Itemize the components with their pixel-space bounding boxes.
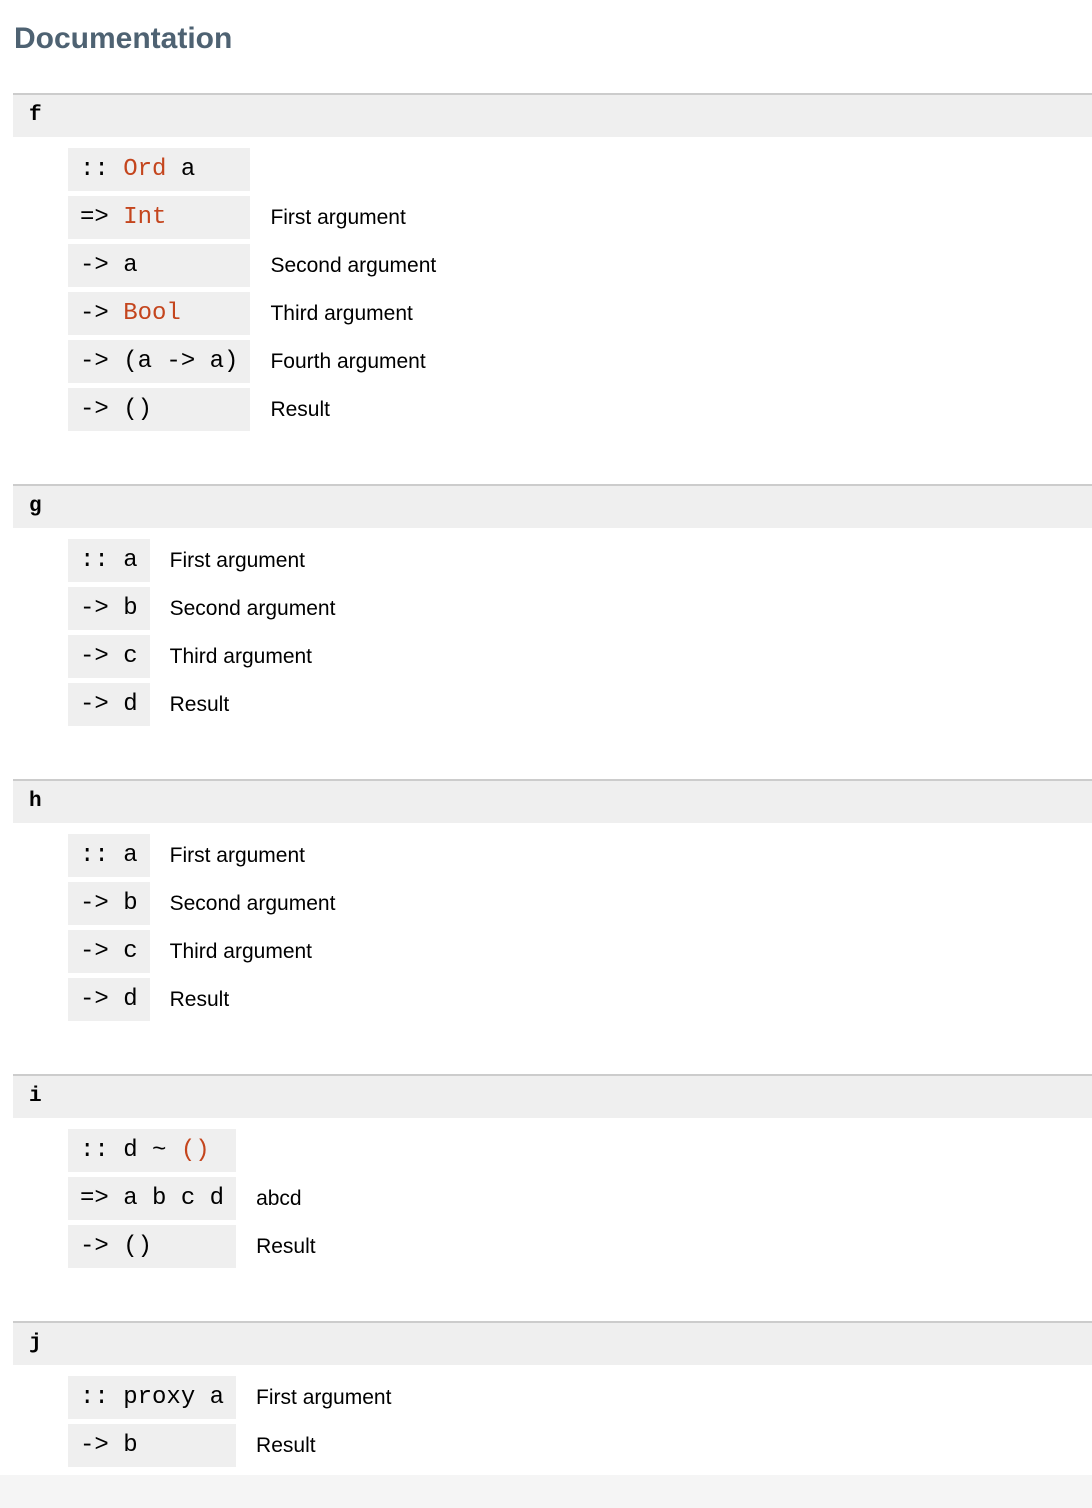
code-token: ~ — [152, 1137, 167, 1164]
signature-row — [68, 340, 438, 383]
argument-doc: Result — [169, 693, 230, 716]
type-link[interactable]: Bool — [123, 300, 181, 327]
signature-table — [50, 1124, 336, 1273]
type-link[interactable]: Int — [123, 204, 167, 231]
declaration-j — [13, 1321, 1092, 1472]
declarations-list — [13, 93, 1092, 1472]
signature-cell — [68, 882, 150, 925]
signature-cell — [68, 340, 250, 383]
signature-cell — [68, 292, 250, 335]
argument-doc: Result — [270, 398, 330, 421]
signature-cell — [68, 834, 150, 877]
signature-cell — [68, 1177, 236, 1220]
signature-row — [68, 1424, 393, 1467]
signature-cell — [68, 1129, 236, 1172]
code-token: -> — [80, 252, 109, 279]
argument-doc: First argument — [270, 206, 406, 229]
code-token: b — [123, 1432, 138, 1459]
signature-cell — [68, 683, 150, 726]
signature-table — [50, 143, 456, 436]
signature-row — [68, 1129, 318, 1172]
signature-row — [68, 244, 438, 287]
code-token: -> — [80, 1432, 109, 1459]
signature-row — [68, 930, 337, 973]
code-token: b — [152, 1185, 167, 1212]
code-token: -> — [80, 595, 109, 622]
page-title: Documentation — [14, 22, 233, 55]
signature-cell — [68, 978, 150, 1021]
signature-cell — [68, 148, 250, 191]
code-token: () — [123, 396, 153, 423]
function-name: i — [29, 1085, 42, 1108]
type-link[interactable]: Ord — [123, 156, 167, 183]
code-token: () — [123, 1233, 153, 1260]
signature-cell — [68, 635, 150, 678]
code-token: d — [123, 691, 138, 718]
code-token: b — [123, 890, 138, 917]
code-token: :: — [80, 842, 109, 869]
signature-row — [68, 587, 337, 630]
code-token: d — [123, 986, 138, 1013]
signature-row — [68, 683, 337, 726]
declaration-g — [13, 484, 1092, 731]
signature-cell — [68, 196, 250, 239]
argument-doc — [254, 1129, 318, 1172]
code-token: b — [123, 595, 138, 622]
code-token: -> — [80, 691, 109, 718]
signature-cell — [68, 1376, 236, 1419]
code-token: -> — [80, 1233, 109, 1260]
declaration-f — [13, 93, 1092, 436]
signature-row — [68, 148, 438, 191]
argument-doc — [268, 148, 438, 191]
code-token: :: — [80, 1384, 109, 1411]
function-name-bar — [13, 484, 1092, 528]
code-token: -> — [80, 348, 109, 375]
signature-row — [68, 539, 337, 582]
signature-row — [68, 882, 337, 925]
argument-doc: Third argument — [270, 302, 413, 325]
code-token: proxy — [123, 1384, 196, 1411]
code-token: a — [180, 156, 196, 183]
signature-row — [68, 196, 438, 239]
function-name-bar — [13, 1321, 1092, 1365]
signature-table — [50, 534, 355, 731]
signature-row — [68, 978, 337, 1021]
signature-cell — [68, 388, 250, 431]
function-name: g — [29, 495, 42, 518]
code-token: c — [123, 643, 138, 670]
function-name: j — [29, 1332, 42, 1355]
signature-cell — [68, 930, 150, 973]
code-token: :: — [80, 1137, 109, 1164]
code-token: c — [123, 938, 138, 965]
signature-table — [50, 1371, 411, 1472]
signature-row — [68, 1177, 318, 1220]
argument-doc: Result — [256, 1434, 316, 1457]
signature-cell — [68, 1225, 236, 1268]
code-token: d — [209, 1185, 225, 1212]
declaration-h — [13, 779, 1092, 1026]
argument-doc: First argument — [256, 1386, 392, 1409]
function-name-bar — [13, 1074, 1092, 1118]
signature-cell — [68, 587, 150, 630]
code-token: d — [123, 1137, 138, 1164]
argument-doc: Second argument — [270, 254, 437, 277]
signature-row — [68, 635, 337, 678]
signature-cell — [68, 1424, 236, 1467]
code-token: (a -> a) — [123, 348, 239, 375]
argument-doc: Result — [169, 988, 230, 1011]
argument-doc: abcd — [256, 1187, 302, 1210]
type-link[interactable]: () — [180, 1137, 210, 1164]
function-name-bar — [13, 779, 1092, 823]
signature-table — [50, 829, 355, 1026]
code-token: -> — [80, 643, 109, 670]
code-token: => — [80, 204, 109, 231]
signature-row — [68, 388, 438, 431]
function-name: h — [29, 790, 42, 813]
code-token: c — [180, 1185, 196, 1212]
code-token: a — [123, 252, 138, 279]
code-token: -> — [80, 938, 109, 965]
argument-doc: Third argument — [169, 645, 313, 668]
signature-row — [68, 1376, 393, 1419]
page-footer — [0, 1475, 1092, 1508]
argument-doc: First argument — [169, 844, 305, 867]
signature-row — [68, 834, 337, 877]
code-token: -> — [80, 396, 109, 423]
argument-doc: Third argument — [169, 940, 313, 963]
code-token: a — [123, 842, 138, 869]
signature-row — [68, 1225, 318, 1268]
signature-cell — [68, 539, 150, 582]
code-token: :: — [80, 547, 109, 574]
signature-cell — [68, 244, 250, 287]
function-name: f — [29, 104, 42, 127]
code-token: => — [80, 1185, 109, 1212]
code-token: -> — [80, 300, 109, 327]
code-token: a — [123, 1185, 138, 1212]
argument-doc: Second argument — [169, 892, 336, 915]
signature-row — [68, 292, 438, 335]
argument-doc: Result — [256, 1235, 316, 1258]
code-token: a — [209, 1384, 225, 1411]
declaration-i — [13, 1074, 1092, 1273]
function-name-bar — [13, 93, 1092, 137]
code-token: -> — [80, 890, 109, 917]
code-token: :: — [80, 156, 109, 183]
code-token: -> — [80, 986, 109, 1013]
argument-doc: Second argument — [169, 597, 336, 620]
code-token: a — [123, 547, 138, 574]
argument-doc: First argument — [169, 549, 305, 572]
argument-doc: Fourth argument — [270, 350, 426, 373]
